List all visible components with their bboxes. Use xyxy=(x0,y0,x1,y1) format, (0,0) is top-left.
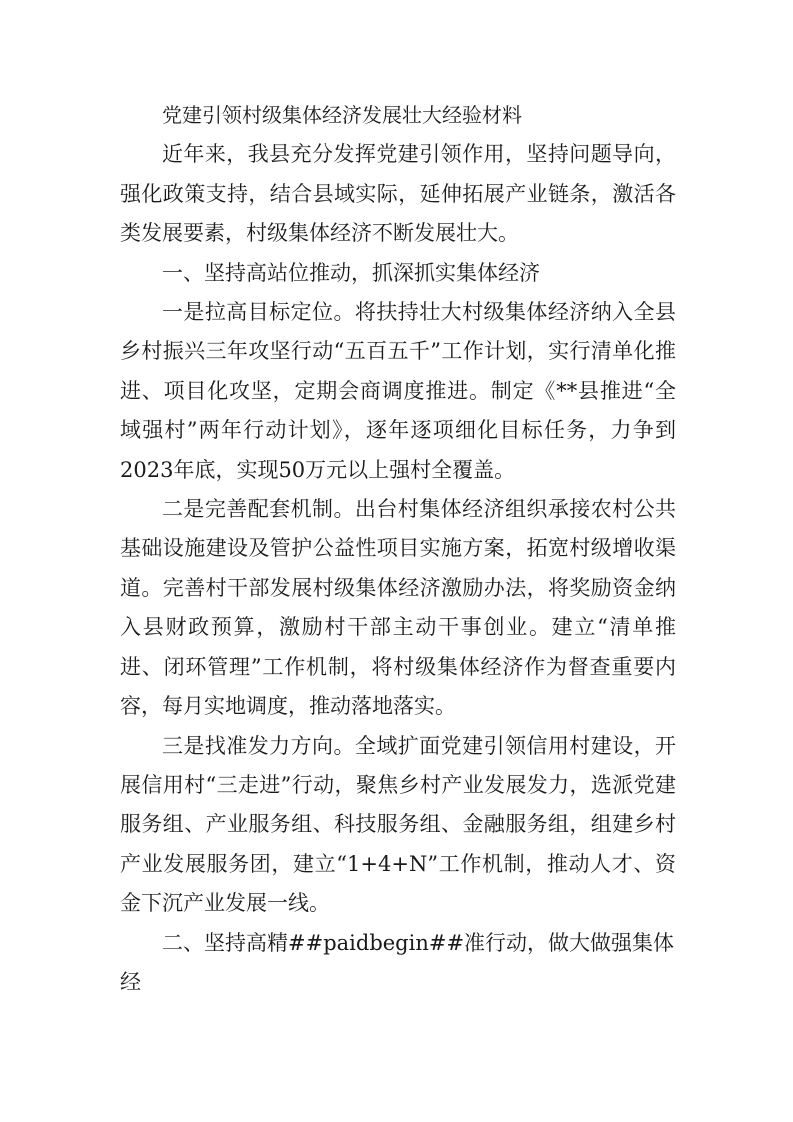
intro-paragraph: 近年来，我县充分发挥党建引领作用，坚持问题导向，强化政策支持，结合县域实际，延伸拓展产业链条，激活各类发展要素，村级集体经济不断发展壮大。 xyxy=(120,142,676,246)
document-title: 党建引领村级集体经济发展壮大经验材料 xyxy=(162,103,522,127)
body-paragraph-3: 三是找准发力方向。全域扩面党建引领信用村建设，开展信用村“三走进”行动，聚焦乡村产业发展发力，选派党建服务组、产业服务组、科技服务组、金融服务组，组建乡村产业发展服务团，建立“1+4+N”工作机制，推动人才、资金下沉产业发展一线。 xyxy=(120,733,676,916)
document-body xyxy=(120,96,676,1002)
body-paragraph-1: 一是拉高目标定位。将扶持壮大村级集体经济纳入全县乡村振兴三年攻坚行动“五百五千”工作计划，实行清单化推进、项目化攻坚，定期会商调度推进。制定《**县推进“全域强村”两年行动计划》，逐年逐项细化目标任务，力争到2023年底，实现50万元以上强村全覆盖。 xyxy=(120,300,676,482)
section-heading-2: 二、坚持高精##paidbegin##准行动，做大做强集体经 xyxy=(120,930,675,994)
section-heading-1: 一、坚持高站位推动，抓深抓实集体经济 xyxy=(162,260,540,285)
body-paragraph-2: 二是完善配套机制。出台村集体经济组织承接农村公共基础设施建设及管护公益性项目实施方案，拓宽村级增收渠道。完善村干部发展村级集体经济激励办法，将奖励资金纳入县财政预算，激励村干部主动干事创业。建立“清单推进、闭环管理”工作机制，将村级集体经济作为督查重要内容，每月实地调度，推动落地落实。 xyxy=(120,497,676,719)
